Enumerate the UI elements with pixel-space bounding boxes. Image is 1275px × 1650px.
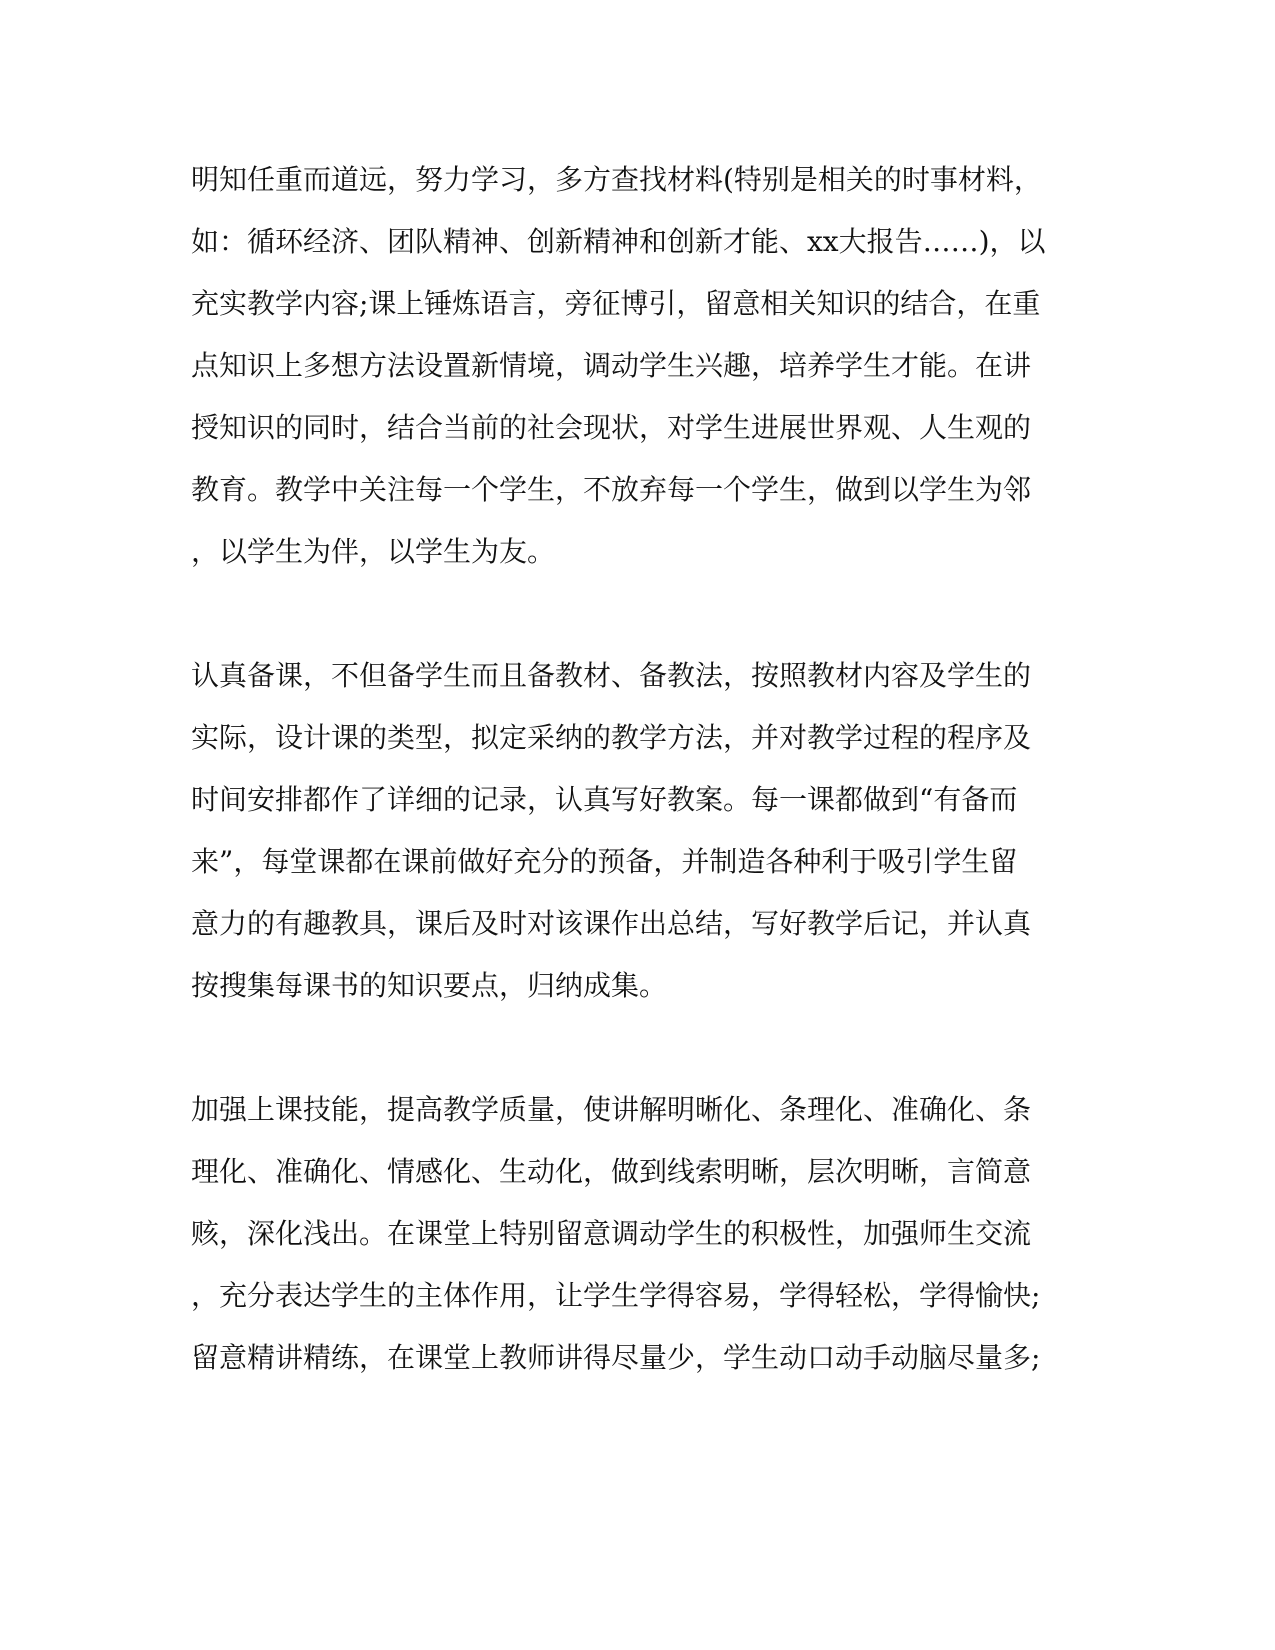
text-line: 如：循环经济、团队精神、创新精神和创新才能、xx大报告……)，以 xyxy=(191,225,1046,258)
text-line: ，充分表达学生的主体作用，让学生学得容易，学得轻松，学得愉快; xyxy=(191,1279,1041,1312)
text-line: 点知识上多想方法设置新情境，调动学生兴趣，培养学生才能。在讲 xyxy=(191,349,1032,382)
text-line: 教育。教学中关注每一个学生，不放弃每一个学生，做到以学生为邻 xyxy=(191,473,1032,506)
text-line: 留意精讲精练，在课堂上教师讲得尽量少，学生动口动手动脑尽量多; xyxy=(191,1341,1041,1374)
text-line: 充实教学内容;课上锤炼语言，旁征博引，留意相关知识的结合，在重 xyxy=(191,287,1041,320)
text-line: 赅，深化浅出。在课堂上特别留意调动学生的积极性，加强师生交流 xyxy=(191,1217,1032,1250)
text-line: 授知识的同时，结合当前的社会现状，对学生进展世界观、人生观的 xyxy=(191,411,1032,444)
text-line: 明知任重而道远，努力学习，多方查找材料(特别是相关的时事材料， xyxy=(191,163,1042,196)
text-line: 时间安排都作了详细的记录，认真写好教案。每一课都做到“有备而 xyxy=(191,783,1018,816)
text-line: 加强上课技能，提高教学质量，使讲解明晰化、条理化、准确化、条 xyxy=(191,1093,1032,1126)
text-line: 实际，设计课的类型，拟定采纳的教学方法，并对教学过程的程序及 xyxy=(191,721,1032,754)
text-line: 认真备课，不但备学生而且备教材、备教法，按照教材内容及学生的 xyxy=(191,659,1032,692)
text-line: ，以学生为伴，以学生为友。 xyxy=(191,535,556,568)
text-line: 来”，每堂课都在课前做好充分的预备，并制造各种利于吸引学生留 xyxy=(191,845,1018,878)
text-line: 意力的有趣教具，课后及时对该课作出总结，写好教学后记，并认真 xyxy=(191,907,1032,940)
text-line: 按搜集每课书的知识要点，归纳成集。 xyxy=(191,969,668,1002)
text-line: 理化、准确化、情感化、生动化，做到线索明晰，层次明晰，言简意 xyxy=(191,1155,1032,1188)
